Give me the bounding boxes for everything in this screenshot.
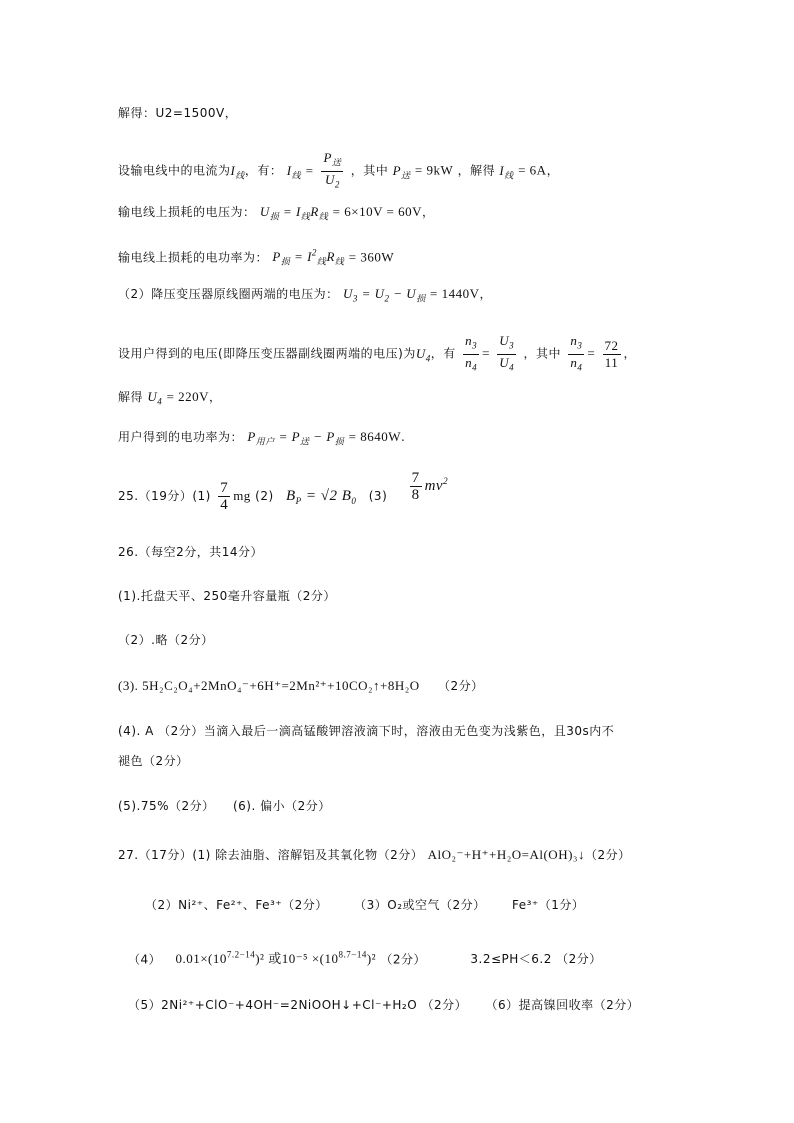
q27-part-4: （4） $0.01\times(10^{7.2-14})^2$ 或$10^{-5} \times(10^{8.7-14})^2$ （2分） 3.2≤PH＜6.2 （2分） — [128, 950, 602, 967]
fraction-7-8: $\frac{7}{8}$ — [411, 470, 420, 503]
solution-line-ratio: 设用户得到的电压(即降压变压器副线圈两端的电压)为$U_4$，有 $\frac{n_3}{n_4}$ = $\frac{U_3}{U_4}$ ，其中 $\frac{n_3}{n_4}$ = $\frac{72}{11}$ ， — [118, 333, 636, 375]
fraction-u3-u4: $\frac{U_3}{U_4}$ — [499, 333, 515, 373]
formula-voltage-loss: $U_损 = I_线R_线$ — [259, 204, 329, 222]
solution-line-user-power: 用户得到的电功率为： $P_{用户} = P_送 - P_损 = 8640W$. — [118, 429, 406, 447]
solution-line-u2: 解得：U2=1500V， — [118, 106, 238, 120]
formula-power-loss: $P_损 = I^2_线R_线$ — [272, 248, 345, 267]
q26-part-4: (4). A （2分）当滴入最后一滴高锰酸钾溶液滴下时，溶液由无色变为浅紫色，且30s内不 — [118, 724, 615, 738]
solution-line-u3: （2）降压变压器原线圈两端的电压为： $U_3 = U_2 - U_损 = 1440V$， — [118, 286, 493, 304]
q26-part-2: （2）.略（2分） — [118, 633, 214, 647]
formula-mv2: $mv^2$ — [424, 476, 449, 494]
q27-part-2-3: （2）Ni²⁺、Fe²⁺、Fe³⁺（2分） （3）O₂或空气（2分） Fe³⁺（1分） — [145, 898, 585, 912]
q27-part-5-6: （5）2Ni²⁺+ClO⁻+4OH⁻=2NiOOH↓+Cl⁻+H₂O （2分） （6）提高镍回收率（2分） — [128, 998, 640, 1012]
formula-ksp: $0.01\times(10^{7.2-14})^2$ 或$10^{-5} \times(10^{8.7-14})^2$ — [175, 950, 377, 967]
q26-part-3: (3). 5H₂C₂O₄+2MnO₄⁻+6H⁺=2Mn²⁺+10CO₂↑+8H₂O （2分） — [118, 678, 484, 693]
fraction-7-4: $\frac{7}{4}$ — [220, 480, 229, 513]
solution-line-u4: 解得 $U_4 = 220V$， — [118, 389, 222, 407]
q26-heading: 26.（每空2分，共14分） — [118, 545, 263, 559]
q26-part-1: (1).托盘天平、250毫升容量瓶（2分） — [118, 589, 336, 603]
formula-i-result: $I_线$ — [499, 162, 514, 181]
solution-line-power-loss: 输电线上损耗的电功率为： $P_损 = I^2_线R_线 = 360W$ — [118, 248, 395, 267]
formula-u3: $U_3 = U_2 - U_损$ — [342, 286, 426, 304]
q26-part-5-6: (5).75%（2分） (6). 偏小（2分） — [118, 799, 331, 813]
fraction-72-11: $\frac{72}{11}$ — [604, 337, 619, 370]
formula-p: $P_送$ — [392, 162, 411, 181]
q25-answer: 25.（19分）(1) $\frac{7}{4}$ mg (2) $B_P = √2$ $B_0$ (3) $\frac{7}{8}$ $mv^2$ — [118, 470, 449, 513]
fraction-p-over-u2: $\frac{P_送}{U_2}$ — [323, 150, 342, 190]
formula-u4: $U_4$ — [415, 345, 431, 364]
fraction-n3-n4-b: $\frac{n_3}{n_4}$ — [570, 333, 583, 373]
solution-line-voltage-loss: 输电线上损耗的电压为： $U_损 = I_线R_线 = 6\times 10V = 60V$， — [118, 204, 435, 222]
formula-user-power: $P_{用户} = P_送 - P_损$ — [247, 429, 345, 447]
q27-part-1: 27.（17分）(1) 除去油脂、溶解铝及其氧化物（2分） AlO₂⁻+H⁺+H₂O=Al(OH)₃↓（2分） — [118, 847, 631, 862]
formula-bp: $B_P = √2$ $B_0$ — [285, 488, 357, 506]
q26-part-4-cont: 褪色（2分） — [118, 754, 189, 768]
fraction-n3-n4: $\frac{n_3}{n_4}$ — [465, 333, 478, 373]
formula-u4-result: $U_4$ — [147, 389, 163, 407]
solution-line-current: 设输电线中的电流为$I_线$，有： $I_线$ = $\frac{P_送}{U_2}$ ，其中 $P_送 = 9kW$ ，解得 $I_线 = 6A$， — [118, 150, 559, 192]
formula-i-eq: $I_线$ = — [286, 162, 315, 181]
formula-i-line: $I_线$ — [230, 162, 245, 181]
